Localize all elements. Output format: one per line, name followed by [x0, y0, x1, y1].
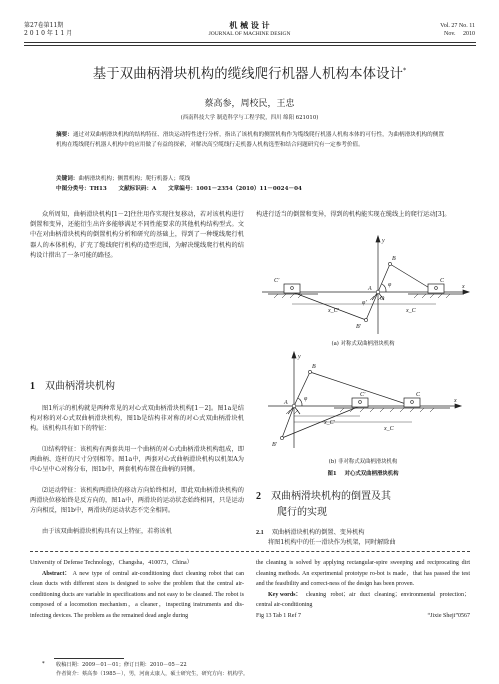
header-volume-cn: 第27卷第11期: [24, 22, 64, 29]
footnote-received-text: 收稿日期：2009－01－01；修订日期：2010－05－22: [56, 662, 187, 668]
fig1a-label-x: x: [462, 284, 465, 290]
footnote-star: *: [42, 661, 45, 667]
fig1a-crank-prime: [366, 292, 378, 320]
subsection-2-1-heading: [256, 528, 470, 538]
fig1b-label-c-prime: C': [360, 392, 366, 398]
fig1b-angle-phi: [298, 398, 302, 406]
header-rule: [24, 42, 476, 43]
fig1b-crank: [294, 372, 310, 406]
header-rule-thin: [24, 45, 476, 46]
keywords-line: [56, 174, 444, 184]
section-2-title-line-1: 双曲柄滑块机构的倒置及其: [271, 491, 391, 502]
section-2-heading: [256, 489, 391, 521]
fig1a-label-b-prime: B': [356, 324, 361, 330]
section-1-number: 1: [30, 381, 35, 392]
fig1b-label-xc: x_C: [384, 426, 394, 432]
header-date-en: Nov. 2010: [444, 31, 475, 37]
fig1a-label-phi-prime: φ': [362, 300, 367, 306]
header-date-cn: 2 0 1 0 年 1 1 月: [24, 30, 73, 37]
paper-title-text: 基于双曲柄滑块机构的缆线爬行机器人机构本体设计: [92, 67, 404, 82]
header-journal-cn: 机 械 设 计: [229, 20, 270, 30]
fig1a-label-y: y: [382, 238, 385, 244]
section-1-para-1: 图1所示的机构就是两种常见的对心式双曲柄滑块机构[1－2]。图1a是结构对称的对心式双曲柄滑块机构，图1b是结构非对称的对心式双曲柄滑块机构。该机构具有如下的特征：: [30, 405, 244, 433]
fig1b-label-xc-prime: x_C': [324, 420, 335, 426]
abstract-label: 摘要：: [56, 132, 73, 138]
fig1a-label-b: B: [392, 256, 396, 262]
english-keywords: cleaning robot；air duct cleaning；environmental protection；central air-conditioning: [256, 591, 471, 609]
abstract-text: 通过对双曲柄滑块机构的结构特征、滑块运动特性进行分析，指出了该机构的侧置机构作为缆线爬行机器人机构本体的可行性，为曲柄滑块机构的侧置机构在缆线爬行机器人机构中的应用做了有益的探索，对解决高空缆线行走机器人机构选型和结合问题研究有一定参考价值。: [56, 132, 444, 149]
english-abstract-text: A new type of central air-conditioning duct cleaning robot that can clean ducts with different sizes is designed to solve the problem that the central air-conditioning ducts are variable in specifications and not easy to be cleaned. The robot is composed of a locomotion mechanism，a cleaner，inspecting instruments and dis-infecting devices. The problem as the remained dead angle during: [30, 570, 245, 619]
paper-affiliation: (西南科技大学 制造科学与工程学院，四川 绵阳 621010): [180, 115, 319, 121]
subsection-2-1-title: 双曲柄滑块机构的倒置、变异机构: [271, 529, 365, 536]
fig1a-angle-phi: [382, 284, 386, 292]
abstract-block: [56, 130, 444, 150]
english-abstract-label: Abstract：: [42, 570, 71, 577]
english-keywords-label: Key words：: [268, 591, 302, 598]
english-fig-info: Fig 13 Tab 1 Ref 7: [256, 612, 301, 619]
figure-1-title: [256, 469, 470, 477]
fig1b-label-c: C: [416, 392, 421, 398]
section-2-number: 2: [256, 491, 261, 502]
paper-title: [0, 63, 499, 82]
fig1a-label-c-prime: C': [274, 278, 280, 284]
figure-1-title-text: 对心式双曲柄滑块机构: [344, 471, 399, 477]
section-1-title: 双曲柄滑块机构: [45, 381, 115, 392]
figure-1b-caption: (b) 非对称式双曲柄滑块机构: [328, 459, 398, 465]
keywords-label: 关键词：: [56, 176, 79, 182]
footnote-rule: [54, 658, 124, 659]
header-journal-en: JOURNAL OF MACHINE DESIGN: [208, 31, 291, 37]
fig1a-label-o: O: [380, 296, 385, 302]
subsection-2-1-number: 2.1: [256, 529, 264, 536]
fig1b-label-b: B: [312, 364, 316, 370]
figure-1b: [264, 350, 464, 452]
english-affiliation-tail: University of Defense Technology，Changsha，410073，China）: [30, 560, 193, 566]
figure-1a: [258, 234, 470, 338]
english-abstract-divider: [30, 551, 470, 552]
fig1b-label-a: A: [284, 400, 288, 406]
title-footnote-mark: *: [403, 67, 407, 75]
english-abstract-left: [30, 558, 244, 622]
english-abstract-continued: the cleaning is solved by applying rectangular-spire sweeping and reciprocating dirt cleaning methods. An experimental prototype ro-bot is made，that has passed the test and the feasibility and correct-ness of the design has been proven.: [256, 560, 470, 588]
section-1-para-2: ⑴结构特征：该机构有两套共用一个曲柄的对心式曲柄滑块机构组成，即两曲柄、连杆的尺寸分别相等。图1a中，两套对心式曲柄滑块机构以机架A为中心呈中心对称分布，图1b中，两套机构布置在曲柄的同侧。: [30, 446, 244, 474]
subsection-2-1-para: 将图1机构中的任一滑块作为机架，同时解除曲: [268, 539, 396, 546]
section-1-heading: [30, 377, 115, 392]
footnote-author: 作者简介：蔡高参（1985－），男，河南太康人，硕士研究生，研究方向：机构学。: [56, 671, 249, 677]
english-journal-code: “Jixie Sheji”0567: [427, 612, 470, 619]
section-1-para-3: ⑵运动特征：该机构两滑块的移动方向始终相对，即此双曲柄滑块机构的两滑块位移始终是反方向的，图1a中，两滑块的运动状态始终相同，只是运动方向相反，图1b中，两滑块的运动状态不完全相同。: [30, 487, 244, 515]
paper-authors: 蔡高参，周校民，王忠: [204, 99, 295, 109]
fig1b-label-y: y: [298, 354, 301, 360]
intro-paragraph: 众所周知，曲柄滑块机构[1－2]往往用作实现往复移动，若对该机构进行倒置和变异，还能衍生出许多能够满足不同性能要求的其他机构结构型式。文中在对曲柄滑块机构的倒置机构分析和研究的基础上，得到了一种缆线爬行机器人的本体机构，扩充了缆线爬行机构的造型范围，为解决缆线爬行机构的结构设计措出了一条可能的路径。: [30, 211, 244, 259]
fig1a-label-c: C: [440, 278, 445, 284]
fig1a-label-phi: φ: [388, 282, 392, 288]
figure-1a-caption: (a) 对称式双曲柄滑块机构: [331, 341, 395, 347]
fig1a-label-xc-prime: x_C': [328, 308, 339, 314]
classification-line: 中图分类号：TH13 文献标识码：A 文章编号：1001－2354（2010）11－0024－04: [56, 186, 302, 192]
figure-1-label: 图1: [327, 471, 337, 477]
fig1b-label-phi: φ: [304, 396, 308, 402]
english-abstract-right: [256, 558, 470, 622]
fig1b-label-b-prime: B': [272, 442, 277, 448]
fig1a-link-bc-prime: [292, 292, 366, 320]
header-volume-en: Vol. 27 No. 11: [440, 23, 475, 29]
fig1a-label-xc: x_C: [406, 308, 416, 314]
section-2-title-line-2: 爬行的实现: [277, 507, 327, 518]
keywords-text: 曲柄滑块机构；侧置机构；爬行机器人；缆线: [78, 176, 191, 182]
fig1b-crank-prime: [282, 406, 294, 438]
fig1b-label-x: x: [454, 398, 457, 404]
right-intro: 构进行适当的倒置和变异，得到的机构能实现在缆线上的爬行运动[3]。: [256, 211, 451, 218]
fig1a-label-a: A: [368, 286, 372, 292]
footnote-received: [42, 661, 187, 668]
section-1-para-4: 由于该双曲柄滑块机构具有以上特征，若将该机: [42, 528, 172, 535]
